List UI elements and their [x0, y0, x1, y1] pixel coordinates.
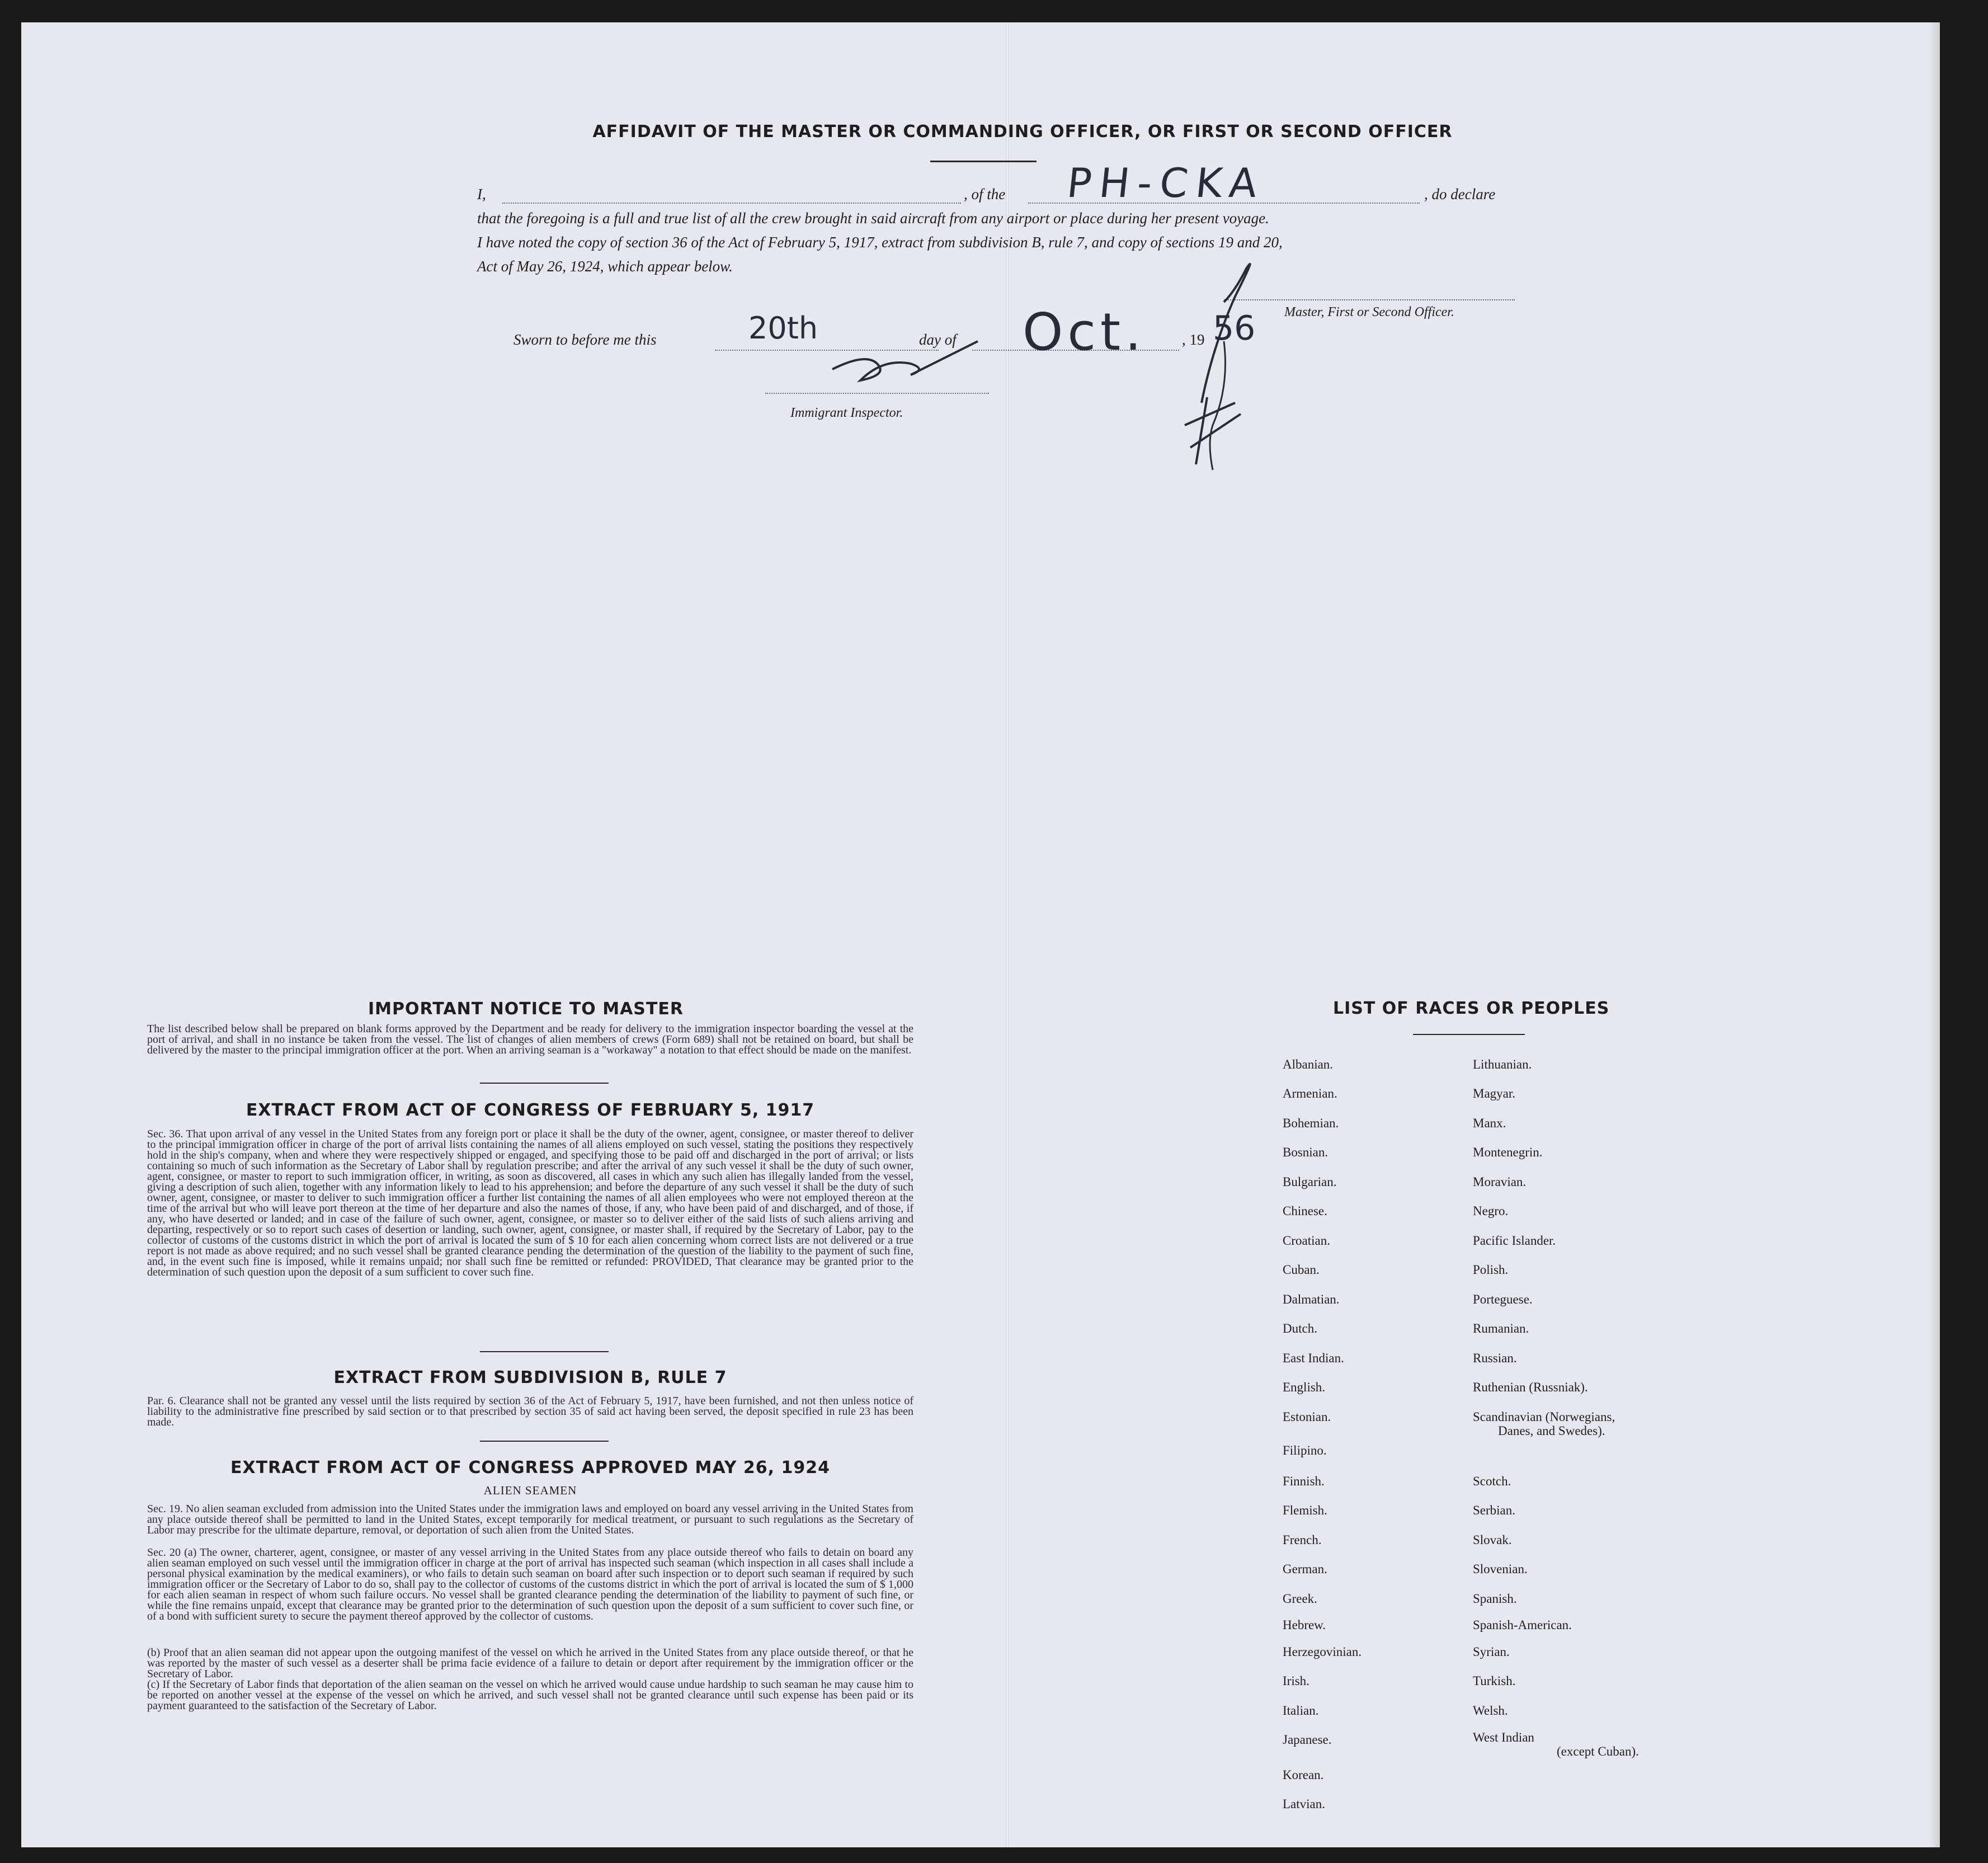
race-english: English. — [1283, 1380, 1326, 1394]
race-russian: Russian. — [1473, 1351, 1517, 1365]
race-manx: Manx. — [1473, 1116, 1506, 1130]
race-bohemian: Bohemian. — [1283, 1116, 1339, 1130]
race-chinese: Chinese. — [1283, 1204, 1327, 1218]
vessel-handwritten: PH-CKA — [1064, 159, 1268, 206]
race-bulgarian: Bulgarian. — [1283, 1175, 1337, 1189]
race-turkish: Turkish. — [1473, 1674, 1516, 1688]
race-estonian: Estonian. — [1283, 1410, 1331, 1424]
race-armenian: Armenian. — [1283, 1086, 1337, 1100]
notice-rule — [480, 1083, 609, 1084]
extract-1924-sec20c: (c) If the Secretary of Labor finds that deportation of the alien seaman on the vessel on which he arrived would cause undue hardship to such seaman he may cause him to be reported on another vessel at the expense of the vessel on which he arrived, and such vessel shall not be granted clearance until such expense has been paid or its payment guaranteed to the satisfaction of the Secretary of Labor. — [147, 1678, 913, 1712]
of-the-label: , of the — [964, 186, 1006, 203]
race-irish: Irish. — [1283, 1674, 1309, 1688]
year-prefix: , 19 — [1182, 331, 1205, 348]
extract-1924-sec20b: (b) Proof that an alien seaman did not appear upon the outgoing manifest of the vessel on which he arrived in the United States from any place outside thereof, or that he was reported by the master of such vessel as a deserter shall be prima facie evidence of a failure to detain or deport after requirement by the immigration officer or the Secretary of Labor. — [147, 1646, 913, 1680]
race-scandinavian: Scandinavian (Norwegians, — [1473, 1410, 1615, 1424]
race-rumanian: Rumanian. — [1473, 1321, 1529, 1335]
extract-1917-rule — [480, 1351, 609, 1352]
affidavit-line-3: I have noted the copy of section 36 of the Act of February 5, 1917, extract from subdivision B, rule 7, and copy of sections 19 and 20, — [477, 234, 1283, 251]
name-line — [502, 203, 961, 204]
affidavit-line-2: that the foregoing is a full and true list of all the crew brought in said aircraft from any airport or place during her present voyage. — [477, 210, 1269, 227]
extract-1917-text: Sec. 36. That upon arrival of any vessel in the United States from any foreign port or place it shall be the duty of the owner, agent, consignee, or master thereof to deliver to the principal immigration officer in charge of the port of arrival lists containing the names of all aliens employed on such vessel, stating the positions they respectively hold in the ship's company, when and where they were respectively shipped or engaged, and specifying those to be paid off and discharged in the port of arrival; or lists containing so much of such information as the Secretary of Labor shall by regulation prescribe; and after the arrival of any such vessel it shall be the duty of such owner, agent, consignee, or master to report to such immigration officer, in writing, as soon as discovered, all cases in which any such alien has illegally landed from the vessel, giving a description of such alien, together with any information likely to lead to his apprehension; and before the departure of any such vessel it shall be the duty of such owner, agent, consignee, or master to deliver to such immigration officer a further list containing the names of all alien employees who were not employed thereon at the time of the arrival but who will leave port thereon at the time of her departure and also the names of those, if any, who have been paid of and discharged, and of those, if any, who have deserted or landed; and in case of the failure of such owner, agent, consignee, or master so to deliver either of the said lists of such aliens arriving and departing, respectively or so to report such cases of desertion or landing, such owner, agent, consignee, or master shall, if required by the Secretary of Labor, pay to the collector of customs of the customs district in which the port of arrival is located the sum of $ 10 for each alien concerning whom correct lists are not delivered or a true report is not made as above required; and no such vessel shall be granted clearance pending the determination of the question of the liability to the payment of such fine, and, in the event such fine is imposed, while it remains unpaid; nor shall such fine be remitted or refunded: PROVIDED, That clearance may be granted prior to the determination of such question upon the deposit of a sum sufficient to cover such fine. — [147, 1128, 913, 1278]
race-herzegovinian: Herzegovinian. — [1283, 1645, 1362, 1659]
race-italian: Italian. — [1283, 1704, 1319, 1718]
extract-rule7-rule — [480, 1441, 609, 1442]
race-spanish: Spanish. — [1473, 1592, 1517, 1606]
notice-title: IMPORTANT NOTICE TO MASTER — [368, 999, 684, 1019]
race-croatian: Croatian. — [1283, 1234, 1330, 1248]
do-declare-label: , do declare — [1424, 186, 1496, 203]
race-lithuanian: Lithuanian. — [1473, 1057, 1532, 1071]
race-french: French. — [1283, 1533, 1322, 1547]
extract-1917-title: EXTRACT FROM ACT OF CONGRESS OF FEBRUARY 5, 1917 — [246, 1100, 815, 1120]
title-rule — [930, 161, 1037, 162]
race-magyar: Magyar. — [1473, 1086, 1516, 1100]
race-cuban: Cuban. — [1283, 1263, 1320, 1277]
race-negro: Negro. — [1473, 1204, 1509, 1218]
race-filipino: Filipino. — [1283, 1443, 1327, 1457]
race-latvian: Latvian. — [1283, 1797, 1325, 1811]
race-flemish: Flemish. — [1283, 1503, 1327, 1517]
affidavit-line-4: Act of May 26, 1924, which appear below. — [477, 258, 733, 275]
race-finnish: Finnish. — [1283, 1474, 1325, 1488]
race-greek: Greek. — [1283, 1592, 1317, 1606]
race-east-indian: East Indian. — [1283, 1351, 1344, 1365]
month-handwritten: Oct. — [1023, 302, 1146, 362]
race-hebrew: Hebrew. — [1283, 1618, 1326, 1632]
race-japanese: Japanese. — [1283, 1733, 1332, 1747]
race-bosnian: Bosnian. — [1283, 1145, 1329, 1159]
extract-1924-sec19: Sec. 19. No alien seaman excluded from admission into the United States under the immigration laws and employed on board any vessel arriving in the United States from any place outside thereof shall be permitted to land in the United States, except temporarily for medical treatment, or pursuant to such regulations as the Secretary of Labor may prescribe for the ultimate departure, removal, or deportation of such alien from the United States. — [147, 1503, 913, 1536]
handwritten-signature-marks — [799, 257, 1414, 492]
officer-label: Master, First or Second Officer. — [1284, 305, 1454, 319]
extract-rule7-title: EXTRACT FROM SUBDIVISION B, RULE 7 — [333, 1368, 727, 1387]
extract-1924-sec20a: Sec. 20 (a) The owner, charterer, agent, consignee, or master of any vessel arriving in the United States from any place outside thereof who fails to detain on board any alien seaman employed on such vessel until the immigration officer in charge at the port of arrival has inspected such seaman (which inspection in all cases shall include a personal physical examination by the medical examiners), or who fails to detain such seaman on board after such inspection or to deport such seaman if required by such immigration officer or the Secretary of Labor to do so, shall pay to the collector of customs of the customs district in which the port of arrival is located the sum of $ 1,000 for each alien seaman in respect of whom such failure occurs. No vessel shall be granted clearance pending the determination of the liability to payment of such fine, or while the fine remains unpaid, except that clearance may be granted prior to the determination of such question upon the deposit of a sum sufficient to cover such fine, or of a bond with sufficient surety to secure the payment thereof approved by the collector of customs. — [147, 1546, 913, 1622]
race-slovenian: Slovenian. — [1473, 1562, 1528, 1576]
race-spanish-american: Spanish-American. — [1473, 1618, 1572, 1632]
race-montenegrin: Montenegrin. — [1473, 1145, 1543, 1159]
day-of-label: day of — [919, 331, 957, 348]
affidavit-i-label: I, — [477, 186, 486, 203]
race-syrian: Syrian. — [1473, 1645, 1510, 1659]
races-title: LIST OF RACES OR PEOPLES — [1333, 999, 1610, 1018]
race-scotch: Scotch. — [1473, 1474, 1511, 1488]
race-west-indian-cont: (except Cuban). — [1557, 1744, 1639, 1758]
race-albanian: Albanian. — [1283, 1057, 1334, 1071]
race-dutch: Dutch. — [1283, 1321, 1317, 1335]
race-ruthenian: Ruthenian (Russniak). — [1473, 1380, 1588, 1394]
extract-1924-subtitle: ALIEN SEAMEN — [483, 1484, 577, 1497]
extract-1924-title: EXTRACT FROM ACT OF CONGRESS APPROVED MAY 26, 1924 — [230, 1458, 830, 1478]
notice-text: The list described below shall be prepared on blank forms approved by the Department and be ready for delivery to the immigration inspector boarding the vessel at the port of arrival, and shall in no instance be taken from the vessel. The list of changes of alien members of crews (Form 689) shall not be retained on board, but shall be delivered by the master to the principal immigration officer at the port. When an arriving seaman is a "workaway" a notation to that effect should be made on the manifest. — [147, 1023, 913, 1056]
race-welsh: Welsh. — [1473, 1704, 1508, 1718]
year-handwritten: 56 — [1213, 309, 1256, 348]
race-korean: Korean. — [1283, 1768, 1324, 1782]
inspector-label: Immigrant Inspector. — [790, 406, 903, 420]
sworn-label: Sworn to before me this — [514, 331, 657, 348]
race-scandinavian-cont: Danes, and Swedes). — [1498, 1424, 1605, 1438]
race-dalmatian: Dalmatian. — [1283, 1292, 1340, 1306]
race-polish: Polish. — [1473, 1263, 1509, 1277]
races-rule — [1413, 1034, 1525, 1035]
extract-rule7-text: Par. 6. Clearance shall not be granted any vessel until the lists required by section 36 of the Act of February 5, 1917, have been furnished, and not then unless notice of liability to the administrative fine prescribed by said section or to that prescribed by section 35 of said act having been served, the deposit specified in rule 23 has been made. — [147, 1395, 913, 1428]
paper-edge — [1929, 22, 1940, 1847]
race-german: German. — [1283, 1562, 1327, 1576]
document-sheet — [21, 22, 1940, 1847]
race-west-indian: West Indian — [1473, 1730, 1534, 1744]
race-porteguese: Porteguese. — [1473, 1292, 1533, 1306]
race-moravian: Moravian. — [1473, 1175, 1527, 1189]
race-pacific-islander: Pacific Islander. — [1473, 1234, 1556, 1248]
race-serbian: Serbian. — [1473, 1503, 1516, 1517]
inspector-signature-line — [765, 393, 989, 394]
day-handwritten: 20th — [748, 310, 818, 346]
affidavit-title: AFFIDAVIT OF THE MASTER OR COMMANDING OFFICER, OR FIRST OR SECOND OFFICER — [592, 122, 1453, 142]
race-slovak: Slovak. — [1473, 1533, 1512, 1547]
